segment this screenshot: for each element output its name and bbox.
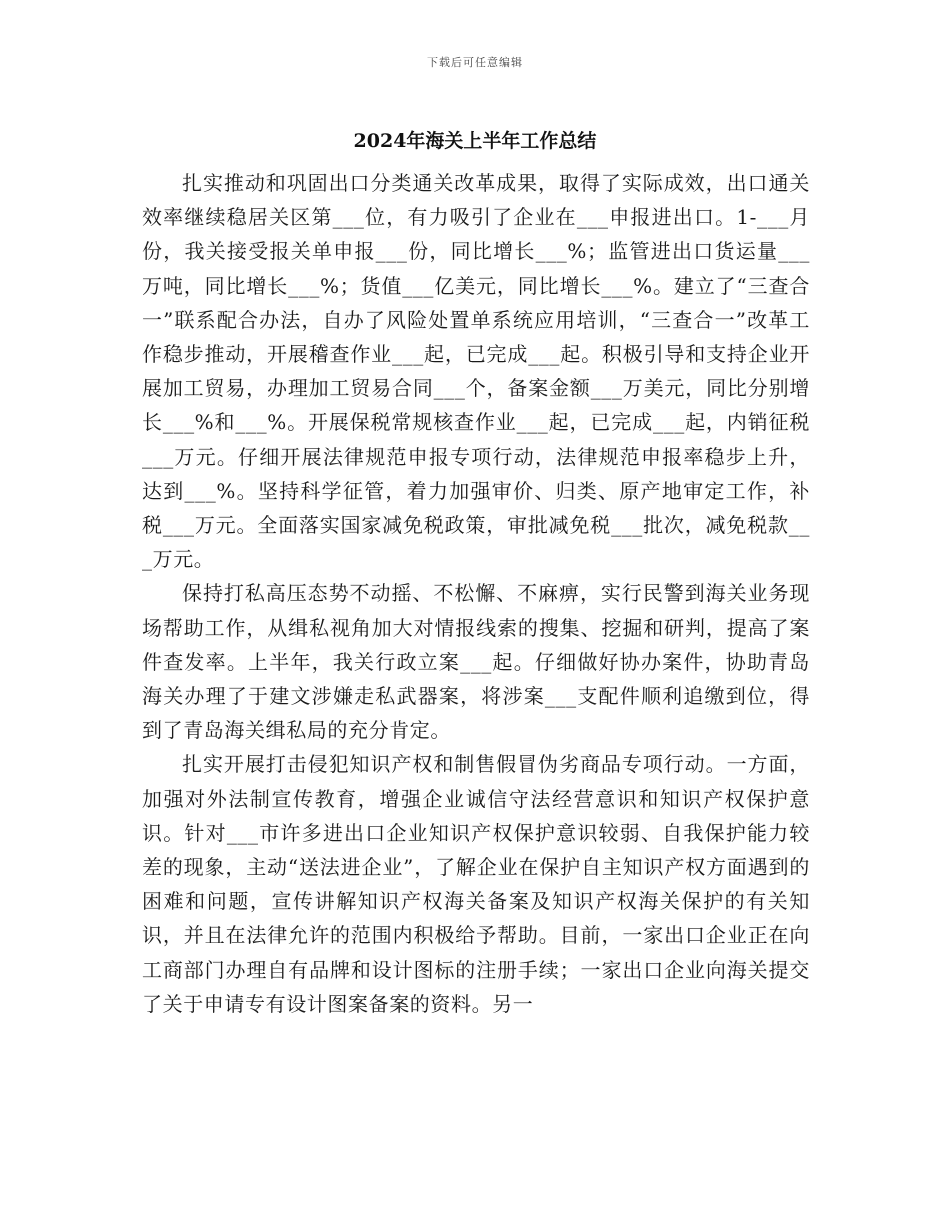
paragraph-customs-clearance: 扎实推动和巩固出口分类通关改革成果，取得了实际成效，出口通关效率继续稳居关区第___位，有力吸引了企业在___申报进出口。1-___月份，我关接受报关单申报___份，同比增长___%；监管进出口货运量___万吨，同比增长___%；货值___亿美元，同比增长___%。建立了“三查合一”联系配合办法，自办了风险处置单系统应用培训，“三查合一”改革工作稳步推动，开展稽查作业___起，已完成___起。积极引导和支持企业开展加工贸易，办理加工贸易合同___个，备案金额___万美元，同比分别增长___%和___%。开展保税常规核查作业___起，已完成___起，内销征税___万元。仔细开展法律规范申报专项行动，法律规范申报率稳步上升，达到___%。坚持科学征管，着力加强审价、归类、原产地审定工作，补税___万元。全面落实国家减免税政策，审批减免税___批次，减免税款___万元。 — [142, 171, 810, 572]
document-body — [142, 166, 810, 1021]
document-title: 2024年海关上半年工作总结 — [353, 130, 597, 152]
paragraph-intellectual-property: 扎实开展打击侵犯知识产权和制售假冒伪劣商品专项行动。一方面，加强对外法制宣传教育，增强企业诚信守法经营意识和知识产权保护意识。针对___市许多进出口企业知识产权保护意识较弱、自我保护能力较差的现象，主动“送法进企业”，了解企业在保护自主知识产权方面遇到的困难和问题，宣传讲解知识产权海关备案及知识产权海关保护的有关知识，并且在法律允许的范围内积极给予帮助。目前，一家出口企业正在向工商部门办理自有品牌和设计图标的注册手续；一家出口企业向海关提交了关于申请专有设计图案备案的资料。另一 — [142, 752, 810, 1016]
paragraph-anti-smuggling: 保持打私高压态势不动摇、不松懈、不麻痹，实行民警到海关业务现场帮助工作，从缉私视角加大对情报线索的搜集、挖掘和研判，提高了案件查发率。上半年，我关行政立案___起。仔细做好协办案件，协助青岛海关办理了于建文涉嫌走私武器案，将涉案___支配件顺利追缴到位，得到了青岛海关缉私局的充分肯定。 — [142, 581, 810, 743]
page-header-note: 下载后可任意编辑 — [427, 56, 523, 69]
